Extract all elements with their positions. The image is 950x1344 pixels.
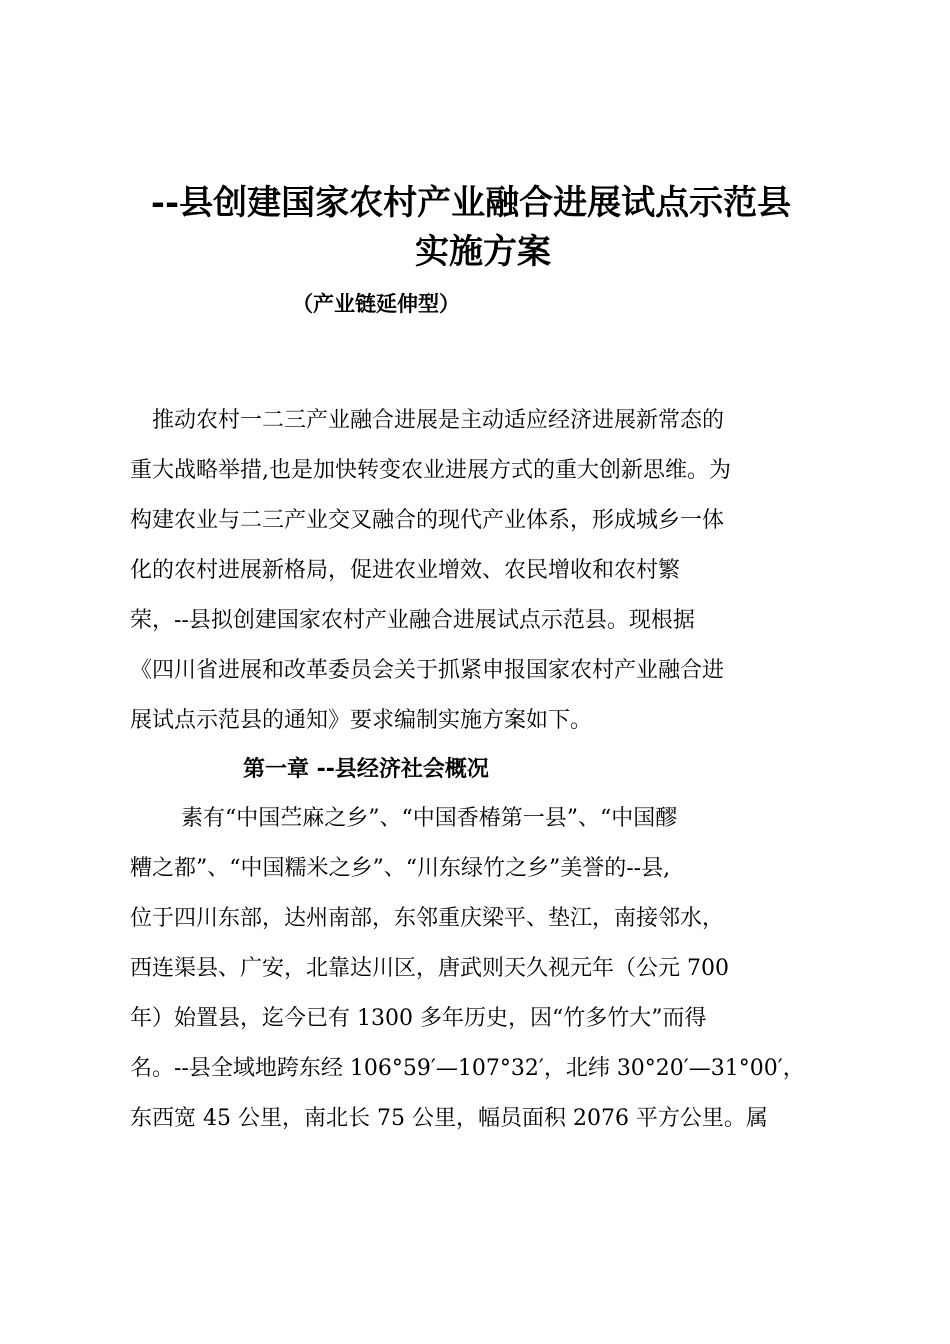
chapter-paragraph-line: 年）始置县，迄今已有 1300 多年历史，因“竹多竹大”而得	[130, 1006, 707, 1031]
intro-paragraph-line: 构建农业与二三产业交叉融合的现代产业体系，形成城乡一体	[130, 508, 725, 533]
chapter-paragraph-line: 糟之都”、“中国糯米之乡”、“川东绿竹之乡”美誉的--县,	[130, 856, 671, 881]
chapter-paragraph-line: 位于四川东部，达州南部，东邻重庆梁平、垫江，南接邻水，	[130, 906, 725, 931]
intro-paragraph-line: 化的农村进展新格局，促进农业增效、农民增收和农村繁	[130, 558, 681, 583]
chapter-paragraph-line: 西连渠县、广安，北靠达川区，唐武则天久视元年（公元 700	[130, 956, 729, 981]
document-title-line-2: 实施方案	[415, 232, 551, 272]
intro-paragraph-line: 重大战略举措,也是加快转变农业进展方式的重大创新思维。为	[130, 458, 731, 483]
document-title-line-1: --县创建国家农村产业融合进展试点示范县	[150, 183, 792, 223]
chapter-paragraph-line: 东西宽 45 公里，南北长 75 公里，幅员面积 2076 平方公里。属	[130, 1106, 768, 1131]
intro-paragraph-line: 荣，--县拟创建国家农村产业融合进展试点示范县。现根据	[130, 608, 695, 633]
intro-paragraph-line: 推动农村一二三产业融合进展是主动适应经济进展新常态的	[152, 408, 725, 433]
chapter-paragraph-line: 素有“中国苎麻之乡”、“中国香椿第一县”、“中国醪	[181, 806, 678, 831]
chapter-heading: 第一章 --县经济社会概况	[243, 757, 489, 782]
intro-paragraph-line: 展试点示范县的通知》要求编制实施方案如下。	[130, 708, 593, 733]
intro-paragraph-line: 《四川省进展和改革委员会关于抓紧申报国家农村产业融合进	[130, 658, 725, 683]
document-subtitle: （产业链延伸型）	[292, 292, 460, 316]
chapter-paragraph-line: 名。--县全域地跨东经 106°59′—107°32′，北纬 30°20′—31°00′，	[130, 1056, 805, 1081]
